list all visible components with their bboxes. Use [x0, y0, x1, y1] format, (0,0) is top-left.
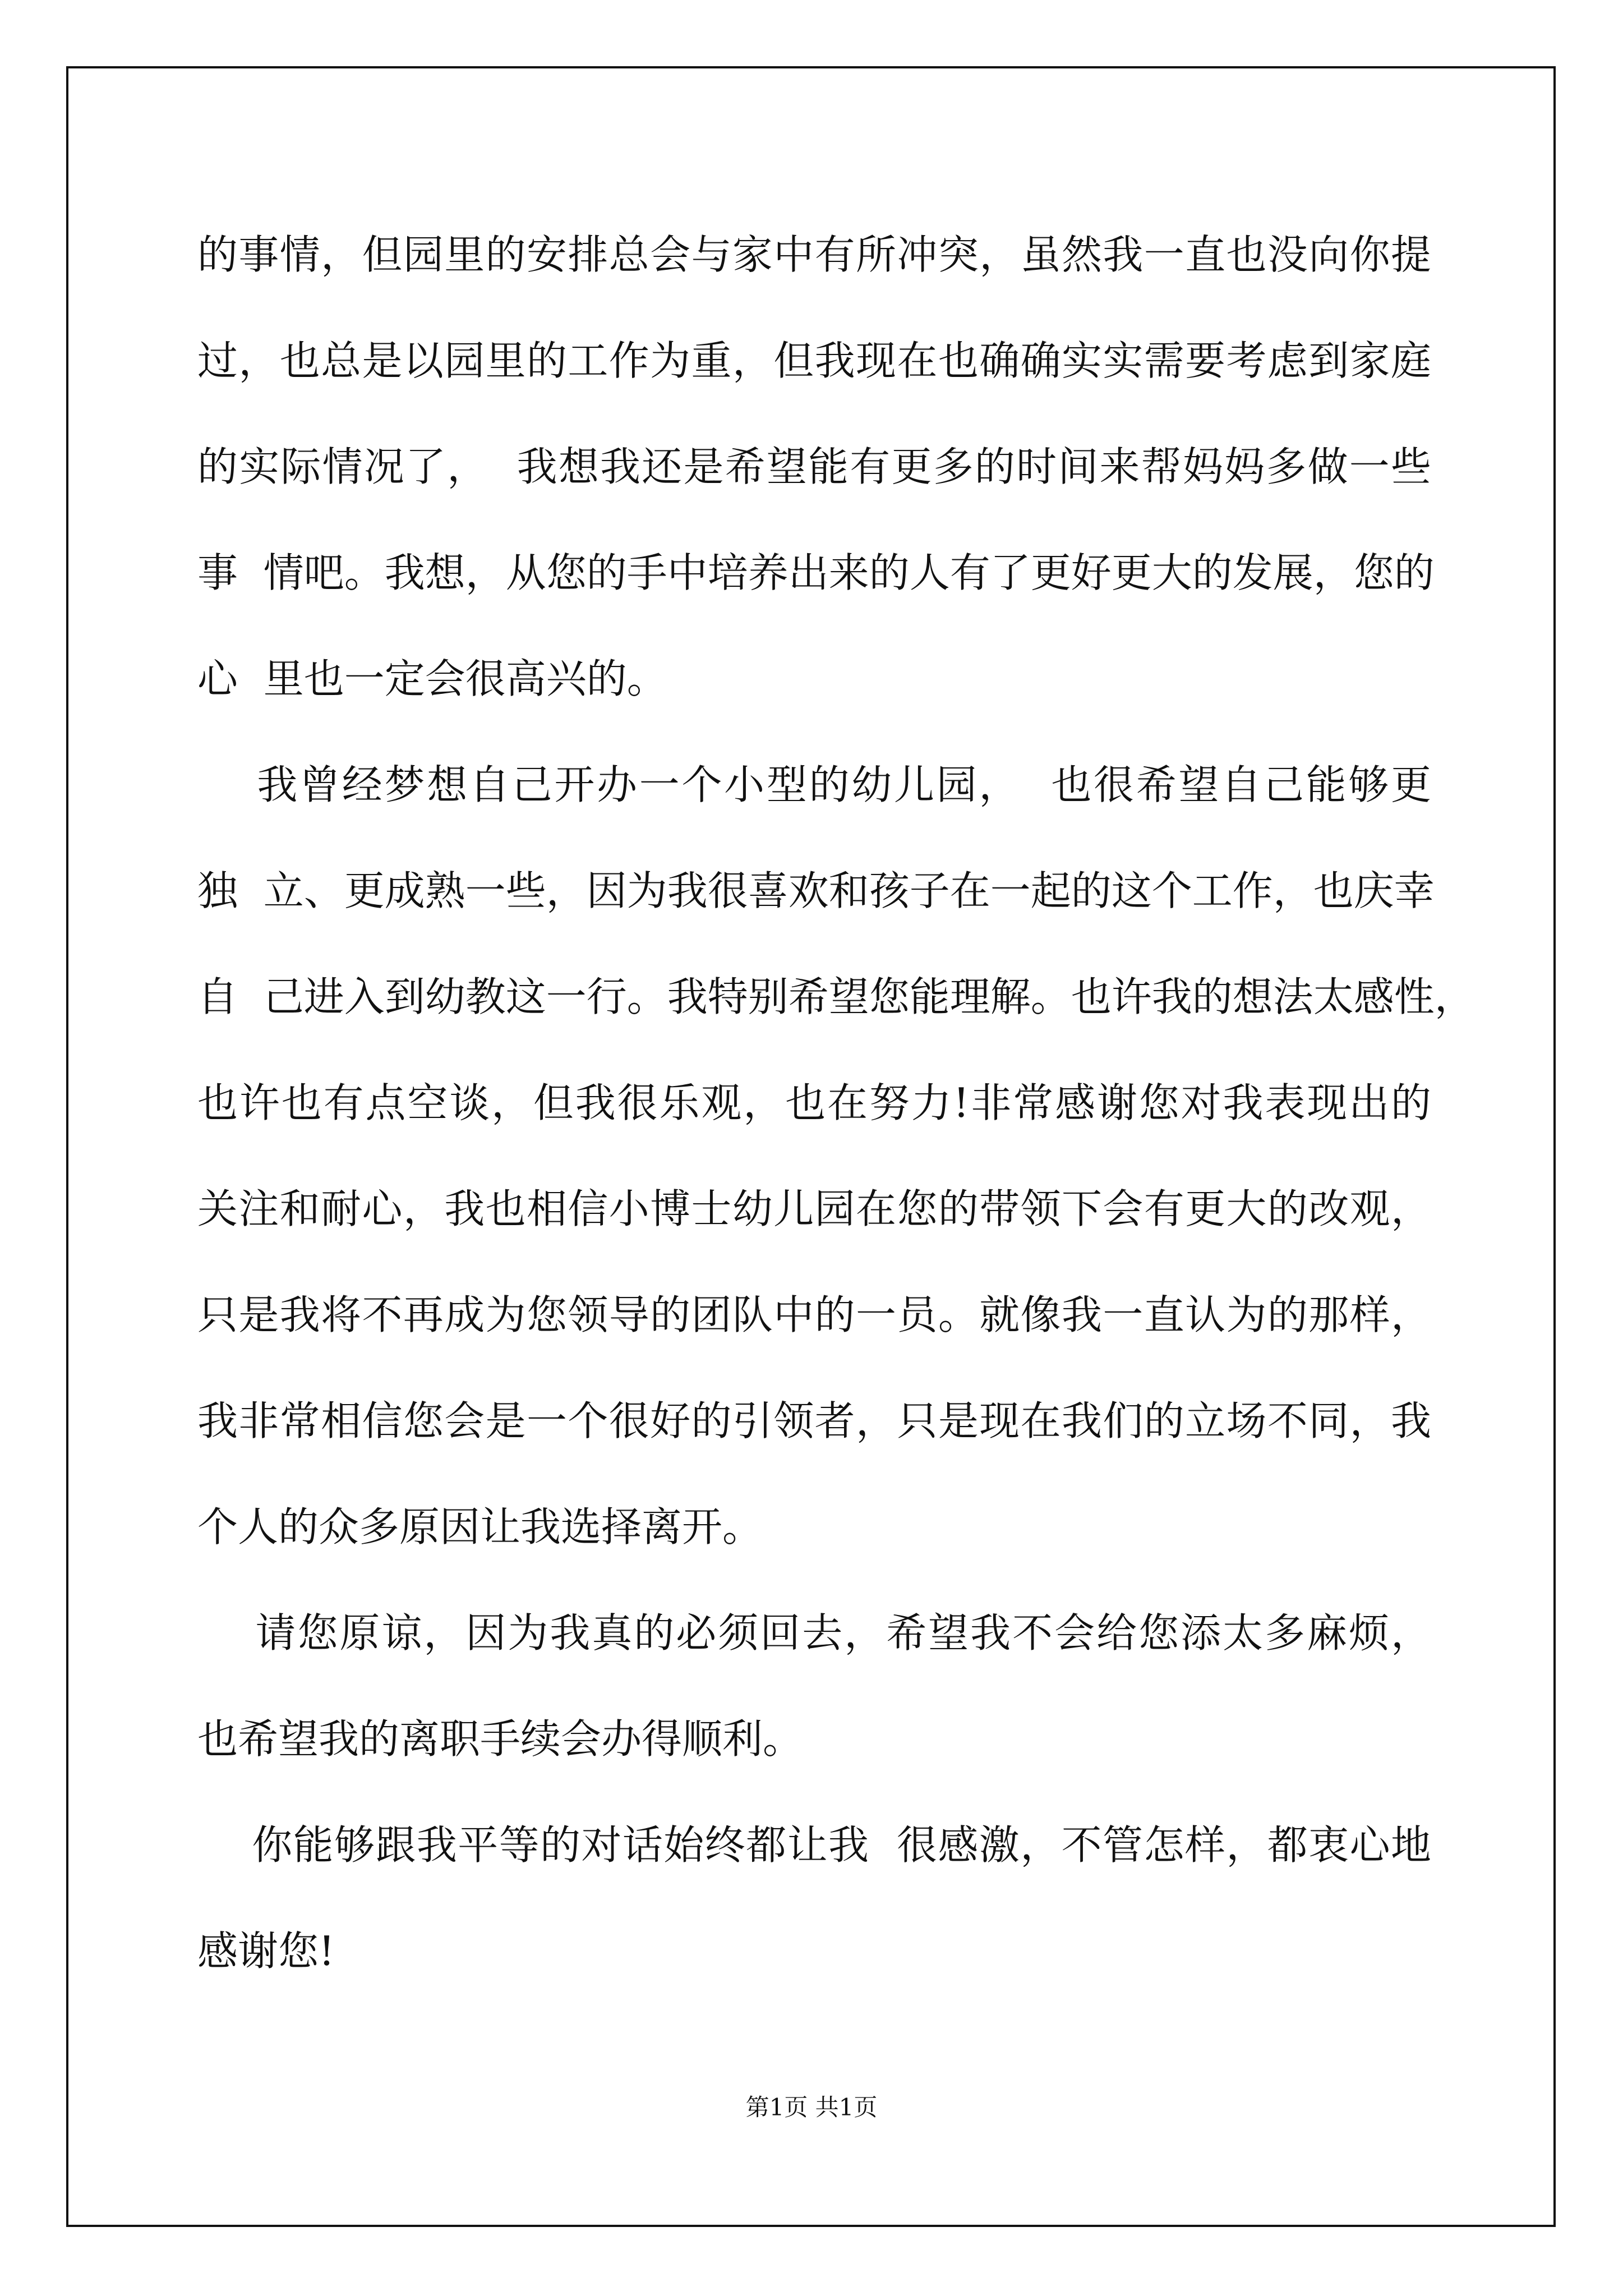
text-line: 感谢您! [197, 1927, 335, 1975]
text-line: 事 情吧。我想，从您的手中培养出来的人有了更好更大的发展，您的 [197, 549, 1435, 596]
text-line: 我非常相信您会是一个很好的引领者，只是现在我们的立场不同，我 [197, 1397, 1431, 1444]
text-line: 关注和耐心，我也相信小博士幼儿园在您的带领下会有更大的改观， [197, 1185, 1431, 1232]
page-number: 第1页 共1页 [745, 2093, 878, 2121]
text-line: 自 己进入到幼教这一行。我特别希望您能理解。也许我的想法太感性， [197, 973, 1475, 1020]
paragraph [197, 1792, 1431, 2004]
text-line: 过，也总是以园里的工作为重，但我现在也确确实实需要考虑到家庭 [197, 337, 1431, 384]
text-line: 个人的众多原因让我选择离开。 [197, 1503, 763, 1550]
text-line: 我曾经梦想自己开办一个小型的幼儿园， 也很希望自己能够更 [197, 761, 1431, 808]
paragraph [197, 202, 1435, 732]
paragraph [197, 732, 1475, 1580]
document-body [197, 202, 1475, 2004]
text-line: 也许也有点空谈，但我很乐观，也在努力!非常感谢您对我表现出的 [197, 1079, 1431, 1126]
text-line: 的实际情况了， 我想我还是希望能有更多的时间来帮妈妈多做一些 [197, 443, 1431, 490]
text-line: 只是我将不再成为您领导的团队中的一员。就像我一直认为的那样， [197, 1291, 1431, 1338]
text-line: 独 立、更成熟一些，因为我很喜欢和孩子在一起的这个工作，也庆幸 [197, 867, 1435, 914]
text-line: 也希望我的离职手续会办得顺利。 [197, 1715, 804, 1763]
text-line: 的事情，但园里的安排总会与家中有所冲突，虽然我一直也没向你提 [197, 231, 1431, 278]
text-line: 你能够跟我平等的对话始终都让我 很感激，不管怎样，都衷心地 [197, 1821, 1431, 1869]
text-line: 请您原谅，因为我真的必须回去，希望我不会给您添太多麻烦， [197, 1609, 1431, 1657]
paragraph [197, 1580, 1431, 1792]
text-line: 心 里也一定会很高兴的。 [197, 655, 667, 702]
